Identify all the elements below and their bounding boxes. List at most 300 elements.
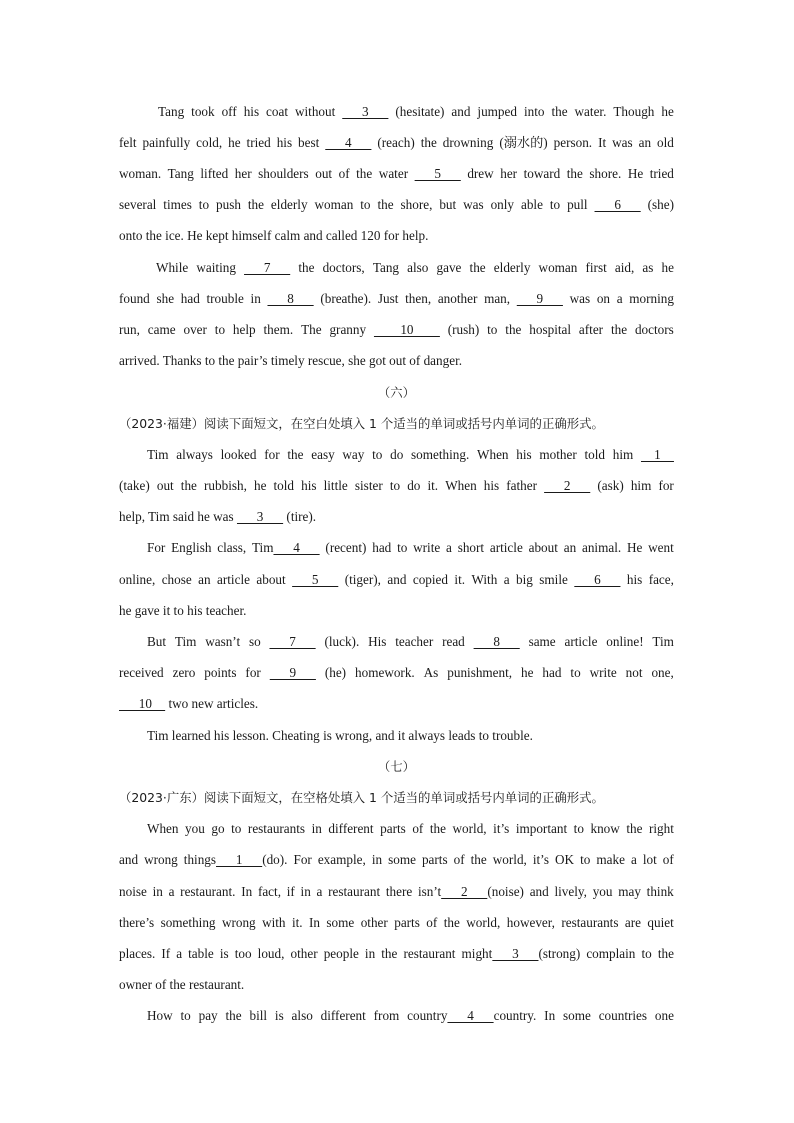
answer-blank[interactable]: 9 bbox=[516, 291, 563, 306]
word: is bbox=[219, 946, 229, 961]
word: with bbox=[262, 915, 286, 930]
word: lively, bbox=[554, 884, 587, 899]
word: the bbox=[420, 135, 437, 150]
word: chose bbox=[161, 572, 192, 587]
word: doctors, bbox=[322, 260, 365, 275]
word: are bbox=[624, 915, 641, 930]
word: person. bbox=[553, 135, 593, 150]
section-heading-6: （六） bbox=[377, 385, 416, 400]
word: waiting bbox=[196, 260, 236, 275]
word: and bbox=[119, 852, 139, 867]
word: several bbox=[119, 197, 157, 212]
word: countries bbox=[598, 1008, 648, 1023]
word: always bbox=[176, 447, 213, 462]
word: out bbox=[156, 478, 174, 493]
word: and bbox=[387, 572, 407, 587]
word: a bbox=[446, 540, 452, 555]
answer-blank[interactable]: 8 bbox=[267, 291, 314, 306]
word: the bbox=[287, 447, 304, 462]
text-line: he gave it to his teacher. bbox=[119, 603, 247, 618]
word: smile bbox=[539, 572, 568, 587]
answer-blank[interactable]: 3 bbox=[342, 104, 389, 119]
word: one, bbox=[651, 665, 674, 680]
answer-blank[interactable]: 5 bbox=[292, 572, 339, 587]
word: (溺水的) bbox=[499, 135, 548, 150]
word: a bbox=[616, 291, 623, 306]
word: also bbox=[291, 1008, 313, 1023]
word: it’s bbox=[493, 821, 510, 836]
text-line bbox=[156, 257, 674, 279]
word: other bbox=[360, 915, 388, 930]
word: shoulders bbox=[258, 166, 309, 181]
word: to bbox=[580, 852, 591, 867]
word: sister bbox=[354, 478, 383, 493]
word: While bbox=[156, 260, 189, 275]
word: off bbox=[221, 104, 237, 119]
word: When bbox=[445, 478, 477, 493]
text-line bbox=[119, 475, 674, 497]
text-line bbox=[119, 132, 674, 154]
word: of bbox=[338, 166, 350, 181]
word: aid, bbox=[614, 260, 635, 275]
text-line: owner of the restaurant. bbox=[119, 977, 245, 992]
word: his bbox=[483, 478, 500, 493]
word: you bbox=[592, 884, 613, 899]
word bbox=[374, 319, 440, 341]
text-line bbox=[119, 849, 674, 871]
word: restaurants bbox=[561, 915, 619, 930]
word: some bbox=[388, 852, 416, 867]
word: push bbox=[216, 197, 241, 212]
word: doctors bbox=[634, 322, 674, 337]
word: wrong bbox=[144, 852, 178, 867]
word: an bbox=[563, 540, 577, 555]
word: her bbox=[234, 166, 252, 181]
word: looked bbox=[220, 447, 257, 462]
word: (she) bbox=[647, 197, 674, 212]
word: it’s bbox=[532, 852, 549, 867]
word: the bbox=[470, 852, 487, 867]
answer-blank[interactable]: 1 bbox=[216, 852, 263, 867]
word: example, bbox=[317, 852, 366, 867]
section-heading-7: （七） bbox=[377, 759, 416, 774]
word: only bbox=[490, 197, 515, 212]
word: a bbox=[168, 884, 175, 899]
word: online, bbox=[119, 572, 156, 587]
word: tried bbox=[649, 166, 674, 181]
word: woman bbox=[314, 197, 354, 212]
word: trouble bbox=[206, 291, 244, 306]
answer-blank[interactable]: 3 bbox=[492, 946, 539, 961]
word: after bbox=[578, 322, 604, 337]
word: first bbox=[585, 260, 607, 275]
word: was bbox=[463, 197, 484, 212]
word: (hesitate) bbox=[395, 104, 445, 119]
word: When bbox=[147, 821, 179, 836]
text-line bbox=[147, 818, 674, 840]
word: (luck). bbox=[324, 634, 360, 649]
word: woman. bbox=[119, 166, 162, 181]
word: For bbox=[147, 540, 166, 555]
word: not bbox=[625, 665, 643, 680]
word: places. bbox=[119, 946, 156, 961]
text-line bbox=[147, 1005, 674, 1027]
word: teacher bbox=[395, 634, 434, 649]
word: he bbox=[521, 665, 534, 680]
word: Tang bbox=[167, 166, 194, 181]
word: parts bbox=[394, 915, 420, 930]
word: to bbox=[641, 946, 652, 961]
word: article bbox=[489, 540, 523, 555]
word: country 4 country. bbox=[407, 1005, 536, 1027]
word: Tang bbox=[158, 104, 185, 119]
word: (tiger), bbox=[344, 572, 381, 587]
word: coat bbox=[266, 104, 289, 119]
word: from bbox=[373, 1008, 400, 1023]
word: of bbox=[412, 821, 424, 836]
word: something. bbox=[411, 447, 470, 462]
word: noise bbox=[119, 884, 147, 899]
word: lifted bbox=[200, 166, 229, 181]
word: in bbox=[250, 291, 261, 306]
word: a bbox=[176, 946, 183, 961]
word: the bbox=[469, 260, 486, 275]
word: hospital bbox=[529, 322, 572, 337]
word: the bbox=[566, 166, 583, 181]
text-line bbox=[119, 912, 674, 934]
word: (rush) bbox=[447, 322, 480, 337]
word: restaurants bbox=[247, 821, 306, 836]
word: article bbox=[564, 634, 598, 649]
word: Tim bbox=[174, 634, 197, 649]
word: to bbox=[180, 1008, 191, 1023]
word: it. bbox=[291, 915, 303, 930]
word: (he) bbox=[324, 665, 347, 680]
exercise-instruction-6: （2023·福建）阅读下面短文，在空白处填入 1 个适当的单词或括号内单词的正确形式。 bbox=[119, 416, 604, 431]
word: Tim 4 bbox=[252, 537, 320, 559]
word: animal. bbox=[581, 540, 622, 555]
word: to bbox=[573, 821, 584, 836]
word: write bbox=[413, 540, 441, 555]
word: go bbox=[211, 821, 225, 836]
word: it. bbox=[427, 478, 439, 493]
word: to bbox=[360, 197, 371, 212]
word: if bbox=[286, 884, 295, 899]
word: there bbox=[385, 884, 413, 899]
word: world, bbox=[452, 821, 487, 836]
answer-blank[interactable]: 8 bbox=[473, 634, 520, 649]
word: in bbox=[364, 946, 376, 961]
word: was bbox=[612, 135, 633, 150]
word bbox=[595, 194, 641, 216]
word: As bbox=[423, 665, 439, 680]
word: run, bbox=[119, 322, 140, 337]
word: important bbox=[515, 821, 568, 836]
word: shore. bbox=[589, 166, 622, 181]
word: for bbox=[658, 478, 674, 493]
word: felt bbox=[119, 135, 137, 150]
text-line bbox=[147, 537, 674, 559]
word: one bbox=[654, 1008, 674, 1023]
answer-blank[interactable]: 6 bbox=[574, 572, 621, 587]
word: of bbox=[453, 852, 465, 867]
word: something bbox=[160, 915, 216, 930]
word: another bbox=[437, 291, 478, 306]
answer-blank[interactable]: 5 bbox=[414, 166, 461, 181]
word bbox=[244, 257, 290, 279]
word bbox=[517, 288, 563, 310]
word: woman bbox=[538, 260, 578, 275]
text-line: arrived. Thanks to the pair’s timely rescue, she got out of danger. bbox=[119, 353, 463, 368]
word: Though bbox=[613, 104, 655, 119]
word: too bbox=[234, 946, 252, 961]
word: Tang bbox=[372, 260, 400, 275]
word: restaurant bbox=[328, 884, 381, 899]
word: him bbox=[612, 447, 634, 462]
word: for bbox=[245, 665, 261, 680]
word: to bbox=[487, 322, 498, 337]
word: different bbox=[320, 1008, 366, 1023]
answer-blank[interactable]: 3 bbox=[236, 509, 284, 524]
answer-blank[interactable]: 2 bbox=[441, 884, 488, 899]
word: zero bbox=[172, 665, 196, 680]
word bbox=[267, 288, 313, 310]
text-line bbox=[119, 194, 674, 216]
word: tried bbox=[246, 135, 271, 150]
word: jumped bbox=[477, 104, 517, 119]
answer-blank[interactable]: 6 bbox=[594, 197, 641, 212]
answer-blank[interactable]: 4 bbox=[447, 1008, 494, 1023]
word: mother bbox=[539, 447, 577, 462]
word: granny bbox=[329, 322, 367, 337]
word: the bbox=[505, 322, 522, 337]
word: pay bbox=[198, 1008, 218, 1023]
answer-blank[interactable]: 10 bbox=[119, 696, 166, 711]
word: his bbox=[516, 447, 532, 462]
word: (reach) bbox=[377, 135, 415, 150]
word: It bbox=[598, 135, 607, 150]
word bbox=[641, 444, 674, 466]
word: some bbox=[563, 1008, 591, 1023]
word: online! bbox=[606, 634, 644, 649]
word: (recent) bbox=[325, 540, 367, 555]
word: wrong bbox=[221, 915, 256, 930]
word: is bbox=[274, 1008, 284, 1023]
word: about bbox=[528, 540, 558, 555]
word: to bbox=[214, 322, 226, 337]
word bbox=[342, 101, 388, 123]
word: also bbox=[407, 260, 429, 275]
word: Tim bbox=[652, 634, 674, 649]
word: pull bbox=[567, 197, 588, 212]
word: father bbox=[506, 478, 538, 493]
word: table bbox=[188, 946, 214, 961]
word: you bbox=[185, 821, 205, 836]
word: in bbox=[300, 884, 311, 899]
word: so bbox=[248, 634, 261, 649]
word: man, bbox=[484, 291, 511, 306]
word: her bbox=[500, 166, 518, 181]
word: a bbox=[316, 884, 323, 899]
word: to bbox=[570, 665, 581, 680]
word: right bbox=[649, 821, 674, 836]
word: some bbox=[326, 915, 355, 930]
word: them. bbox=[263, 322, 294, 337]
word: isn’t 2 (noise) bbox=[418, 881, 524, 903]
word: the bbox=[443, 915, 460, 930]
word: a bbox=[630, 852, 637, 867]
word: restaurant bbox=[403, 946, 456, 961]
text-line bbox=[119, 288, 674, 310]
word: Tim bbox=[147, 447, 169, 462]
text-line bbox=[119, 662, 674, 684]
word: article bbox=[217, 572, 250, 587]
word: to bbox=[397, 540, 408, 555]
word: But bbox=[147, 634, 167, 649]
answer-blank[interactable]: 7 bbox=[244, 260, 291, 275]
word: as bbox=[642, 260, 654, 275]
word: received bbox=[119, 665, 164, 680]
word: face, bbox=[648, 572, 674, 587]
word: things 1 (do). bbox=[184, 849, 288, 871]
word: easy bbox=[311, 447, 335, 462]
word bbox=[415, 163, 461, 185]
word: The bbox=[301, 322, 322, 337]
word: With bbox=[471, 572, 498, 587]
word: on bbox=[596, 291, 610, 306]
word: the bbox=[429, 821, 446, 836]
answer-blank[interactable]: 4 bbox=[325, 135, 372, 150]
word: shore, bbox=[400, 197, 433, 212]
word: him bbox=[630, 478, 652, 493]
word: of bbox=[662, 852, 674, 867]
word: parts bbox=[380, 821, 406, 836]
word: help bbox=[232, 322, 256, 337]
word: read bbox=[442, 634, 465, 649]
word: How bbox=[147, 1008, 173, 1023]
word: into bbox=[523, 104, 545, 119]
word: but bbox=[439, 197, 457, 212]
word: took bbox=[191, 104, 215, 119]
word: in bbox=[152, 884, 163, 899]
word: elderly bbox=[270, 197, 308, 212]
text-line bbox=[119, 319, 674, 341]
word bbox=[270, 662, 316, 684]
word: of bbox=[426, 915, 438, 930]
word: his bbox=[276, 135, 293, 150]
word: do bbox=[407, 478, 421, 493]
word: little bbox=[323, 478, 348, 493]
answer-blank[interactable]: 4 bbox=[273, 540, 320, 555]
word: fact, bbox=[257, 884, 281, 899]
word: water. bbox=[574, 104, 607, 119]
word: other bbox=[290, 946, 318, 961]
answer-blank[interactable]: 9 bbox=[269, 665, 316, 680]
word: think bbox=[646, 884, 674, 899]
word: told bbox=[273, 478, 295, 493]
word: the bbox=[377, 197, 394, 212]
word bbox=[474, 631, 520, 653]
word: loud, bbox=[257, 946, 285, 961]
word: in bbox=[311, 821, 322, 836]
word: the bbox=[610, 322, 628, 337]
word: and bbox=[529, 884, 549, 899]
word: rubbish, bbox=[204, 478, 247, 493]
word: had bbox=[542, 665, 562, 680]
word: world, bbox=[492, 852, 527, 867]
word: to bbox=[372, 447, 383, 462]
word: punishment, bbox=[447, 665, 513, 680]
word: points bbox=[204, 665, 237, 680]
word: big bbox=[516, 572, 533, 587]
word: the bbox=[298, 260, 315, 275]
text-line bbox=[147, 631, 674, 653]
word bbox=[269, 631, 315, 653]
answer-blank[interactable]: 1 bbox=[640, 447, 674, 462]
word: Just bbox=[377, 291, 399, 306]
answer-blank[interactable]: 2 bbox=[544, 478, 591, 493]
word: about bbox=[256, 572, 286, 587]
word: (ask) bbox=[597, 478, 624, 493]
word: His bbox=[368, 634, 387, 649]
word: painfully bbox=[142, 135, 191, 150]
word: the bbox=[356, 166, 373, 181]
word: drew bbox=[467, 166, 494, 181]
word: found bbox=[119, 291, 150, 306]
word: When bbox=[477, 447, 509, 462]
word: to bbox=[389, 478, 401, 493]
text-line bbox=[119, 163, 674, 185]
word: able bbox=[520, 197, 543, 212]
text-line: Tim learned his lesson. Cheating is wrong, and it always leads to trouble. bbox=[147, 728, 533, 743]
text-line bbox=[158, 101, 674, 123]
word: his bbox=[301, 478, 317, 493]
word: class, bbox=[217, 540, 247, 555]
word: over bbox=[183, 322, 207, 337]
word: was bbox=[569, 291, 591, 306]
word: wasn’t bbox=[205, 634, 241, 649]
word: morning bbox=[629, 291, 674, 306]
word: his bbox=[626, 572, 643, 587]
text-line: onto the ice. He kept himself calm and called 120 for help. bbox=[119, 228, 429, 243]
word: (take) bbox=[119, 478, 150, 493]
word: He bbox=[627, 166, 644, 181]
word: to bbox=[198, 197, 210, 212]
word: the bbox=[657, 946, 674, 961]
answer-blank[interactable]: 7 bbox=[269, 634, 316, 649]
word: different bbox=[328, 821, 374, 836]
word: he bbox=[228, 135, 241, 150]
word: short bbox=[457, 540, 485, 555]
word: people bbox=[323, 946, 359, 961]
word: it. bbox=[454, 572, 466, 587]
text-line bbox=[147, 444, 674, 466]
text-line bbox=[119, 881, 674, 903]
word: world, bbox=[466, 915, 501, 930]
word: the bbox=[247, 197, 264, 212]
word: had bbox=[180, 291, 200, 306]
word: gave bbox=[436, 260, 462, 275]
word: however, bbox=[506, 915, 555, 930]
word: In bbox=[241, 884, 253, 899]
answer-blank[interactable]: 10 bbox=[373, 322, 440, 337]
word: and bbox=[451, 104, 471, 119]
word: the bbox=[225, 1008, 242, 1023]
word: she bbox=[156, 291, 175, 306]
word: quiet bbox=[647, 915, 674, 930]
word: do bbox=[390, 447, 404, 462]
exercise-instruction-7: （2023·广东）阅读下面短文，在空格处填入 1 个适当的单词或括号内单词的正确形式。 bbox=[119, 790, 604, 805]
